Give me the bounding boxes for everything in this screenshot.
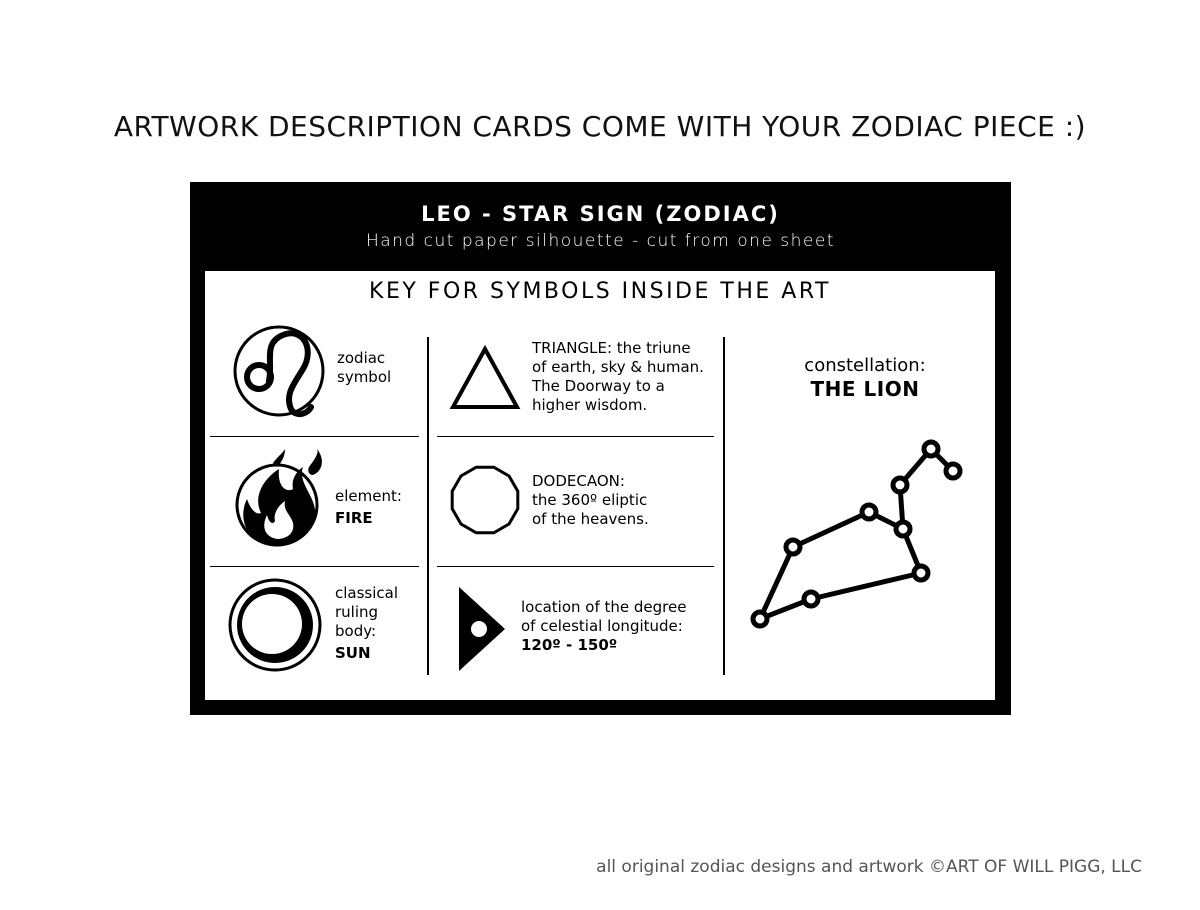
sun-ring-icon bbox=[227, 577, 323, 677]
degree-value: 120º - 150º bbox=[521, 636, 618, 654]
element-text bbox=[335, 487, 402, 528]
page-headline: ARTWORK DESCRIPTION CARDS COME WITH YOUR ZODIAC PIECE :) bbox=[113, 110, 1087, 143]
card-title: LEO - STAR SIGN (ZODIAC) bbox=[421, 202, 780, 226]
zodiac-symbol-text bbox=[337, 349, 391, 387]
text-line: element: bbox=[335, 487, 402, 505]
text-line: TRIANGLE: the triune bbox=[532, 339, 691, 357]
copyright-footer: all original zodiac designs and artwork ©ART OF WILL PIGG, LLC bbox=[596, 857, 1142, 877]
text-line: of celestial longitude: bbox=[521, 617, 683, 635]
degree-text bbox=[521, 598, 686, 655]
row-divider bbox=[210, 436, 419, 437]
card-subtitle: Hand cut paper silhouette - cut from one sheet bbox=[365, 231, 836, 251]
triangle-text bbox=[532, 339, 704, 415]
text-line: location of the degree bbox=[521, 598, 687, 616]
column-divider bbox=[723, 337, 725, 675]
triangle-icon bbox=[449, 345, 521, 415]
ruling-body-value: SUN bbox=[335, 644, 371, 662]
text-line: body: bbox=[335, 622, 377, 640]
symbol-key-panel bbox=[205, 271, 995, 700]
ruling-body-text bbox=[335, 584, 398, 663]
fire-element-icon bbox=[233, 449, 325, 553]
column-divider bbox=[427, 337, 429, 675]
text-line: ruling bbox=[335, 603, 379, 621]
row-divider bbox=[437, 436, 714, 437]
dodecagon-text bbox=[532, 472, 649, 529]
text-line: symbol bbox=[337, 368, 392, 386]
text-line: of earth, sky & human. bbox=[532, 358, 704, 376]
text-line: the 360º eliptic bbox=[532, 491, 648, 509]
description-card bbox=[190, 182, 1011, 715]
key-title: KEY FOR SYMBOLS INSIDE THE ART bbox=[369, 279, 831, 304]
text-line: DODECAON: bbox=[532, 472, 625, 490]
element-value: FIRE bbox=[335, 509, 373, 527]
row-divider bbox=[210, 566, 419, 567]
row-divider bbox=[437, 566, 714, 567]
dodecagon-icon bbox=[447, 461, 523, 543]
constellation-name: THE LION bbox=[810, 377, 920, 401]
text-line: classical bbox=[335, 584, 399, 602]
text-line: The Doorway to a bbox=[532, 377, 665, 395]
text-line: of the heavens. bbox=[532, 510, 649, 528]
lion-constellation-icon bbox=[745, 431, 975, 645]
leo-zodiac-icon bbox=[233, 321, 325, 425]
text-line: zodiac bbox=[337, 349, 386, 367]
constellation-label: constellation: bbox=[804, 355, 926, 376]
text-line: higher wisdom. bbox=[532, 396, 648, 414]
degree-wedge-icon bbox=[457, 587, 507, 675]
